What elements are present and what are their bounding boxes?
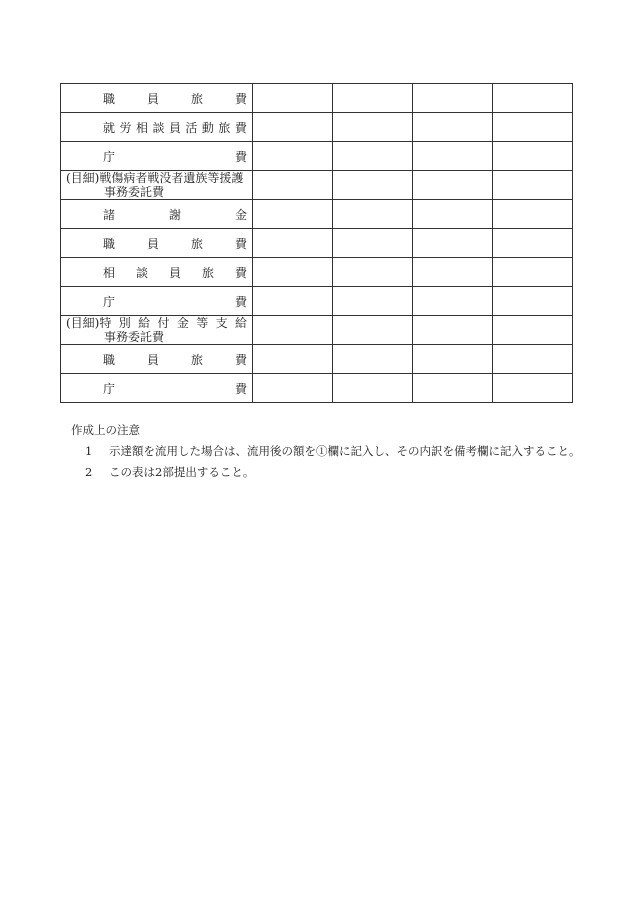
label-char: 等 — [196, 316, 209, 330]
amount-cell — [413, 171, 493, 200]
row-label-cell — [61, 258, 253, 287]
table-row — [61, 374, 573, 403]
amount-cell — [333, 345, 413, 374]
label-char: 旅 — [190, 352, 203, 367]
row-label-line2: 事務委託費 — [104, 330, 165, 344]
table-body — [61, 84, 573, 403]
row-label-cell — [61, 142, 253, 171]
label-char: 員 — [146, 91, 159, 106]
amount-cell — [493, 171, 573, 200]
label-char: 旅 — [218, 120, 231, 135]
label-char: 員 — [168, 265, 181, 280]
amount-cell — [333, 142, 413, 171]
label-char: 職 — [103, 91, 116, 106]
label-char: 費 — [234, 381, 247, 396]
amount-cell — [493, 374, 573, 403]
amount-cell — [253, 113, 333, 142]
amount-cell — [413, 374, 493, 403]
row-label-cell — [61, 200, 253, 229]
table-row — [61, 345, 573, 374]
amount-cell — [413, 258, 493, 287]
label-char: 金 — [176, 316, 189, 330]
amount-cell — [253, 84, 333, 113]
table-row — [61, 142, 573, 171]
amount-cell — [413, 113, 493, 142]
amount-cell — [253, 258, 333, 287]
label-char: 給 — [138, 316, 151, 330]
label-char: 費 — [234, 236, 247, 251]
row-label-cell — [61, 374, 253, 403]
label-char: 旅 — [190, 91, 203, 106]
amount-cell — [493, 113, 573, 142]
label-char: 談 — [135, 265, 148, 280]
amount-cell — [413, 345, 493, 374]
label-char: 職 — [103, 352, 116, 367]
row-label — [61, 374, 252, 402]
amount-cell — [253, 200, 333, 229]
label-char: 付 — [157, 316, 170, 330]
label-char: 庁 — [103, 149, 116, 164]
table-row — [61, 229, 573, 258]
label-char: 費 — [234, 91, 247, 106]
row-label-line1: (目細)戦傷病者戦没者遺族等援護 — [66, 171, 244, 185]
row-label — [61, 287, 252, 315]
note-text: この表は2部提出すること。 — [109, 465, 255, 479]
note-item — [71, 462, 581, 483]
label-char: 費 — [234, 149, 247, 164]
amount-cell — [333, 374, 413, 403]
row-label-cell — [61, 229, 253, 258]
table-row — [61, 171, 573, 200]
label-char: 庁 — [103, 294, 116, 309]
amount-cell — [413, 84, 493, 113]
amount-cell — [253, 229, 333, 258]
row-label — [61, 171, 252, 199]
amount-cell — [333, 258, 413, 287]
amount-cell — [333, 229, 413, 258]
label-char: 員 — [168, 120, 181, 135]
amount-cell — [333, 287, 413, 316]
table-row — [61, 287, 573, 316]
amount-cell — [413, 142, 493, 171]
row-label-cell — [61, 171, 253, 200]
row-label-cell — [61, 287, 253, 316]
note-text: 示達額を流用した場合は、流用後の額を①欄に記入し、その内訳を備考欄に記入すること。 — [109, 444, 581, 458]
label-char: 費 — [234, 294, 247, 309]
amount-cell — [253, 287, 333, 316]
table-row — [61, 200, 573, 229]
label-char: 費 — [234, 265, 247, 280]
label-char: 員 — [146, 352, 159, 367]
label-char: 給 — [234, 316, 247, 330]
table-row — [61, 113, 573, 142]
label-char: 就 — [103, 120, 116, 135]
table-row — [61, 84, 573, 113]
amount-cell — [253, 142, 333, 171]
label-char: 相 — [135, 120, 148, 135]
amount-cell — [253, 171, 333, 200]
label-char: 活 — [185, 120, 198, 135]
row-label — [61, 316, 252, 344]
row-label-cell — [61, 345, 253, 374]
amount-cell — [253, 374, 333, 403]
row-label — [61, 113, 252, 141]
table-row — [61, 258, 573, 287]
row-label-cell — [61, 113, 253, 142]
amount-cell — [333, 84, 413, 113]
label-char: (目細)特 — [66, 316, 112, 330]
label-char: 金 — [234, 207, 247, 222]
label-char: 談 — [152, 120, 165, 135]
row-label-cell — [61, 316, 253, 345]
amount-cell — [413, 200, 493, 229]
amount-cell — [253, 316, 333, 345]
label-char: 労 — [119, 120, 132, 135]
notes-section — [71, 420, 581, 483]
amount-cell — [333, 113, 413, 142]
row-label-line1 — [66, 316, 247, 330]
notes-heading: 作成上の注意 — [71, 423, 140, 437]
amount-cell — [493, 287, 573, 316]
label-char: 支 — [215, 316, 228, 330]
row-label-line2: 事務委託費 — [104, 185, 165, 199]
amount-cell — [333, 316, 413, 345]
amount-cell — [333, 200, 413, 229]
row-label-cell — [61, 84, 253, 113]
label-char: 旅 — [201, 265, 214, 280]
amount-cell — [413, 316, 493, 345]
row-label — [61, 200, 252, 228]
row-label — [61, 229, 252, 257]
amount-cell — [493, 345, 573, 374]
row-label — [61, 142, 252, 170]
amount-cell — [413, 229, 493, 258]
label-char: 相 — [103, 265, 116, 280]
label-char: 動 — [201, 120, 214, 135]
label-char: 費 — [234, 120, 247, 135]
amount-cell — [413, 287, 493, 316]
label-char: 諸 — [103, 207, 116, 222]
note-number: 1 — [85, 444, 93, 458]
label-char: 職 — [103, 236, 116, 251]
label-char: 謝 — [168, 207, 181, 222]
table-row — [61, 316, 573, 345]
label-char: 別 — [118, 316, 131, 330]
row-label — [61, 345, 252, 373]
label-char: 旅 — [190, 236, 203, 251]
amount-cell — [493, 229, 573, 258]
amount-cell — [493, 316, 573, 345]
label-char: 費 — [234, 352, 247, 367]
budget-table — [60, 83, 573, 403]
amount-cell — [493, 200, 573, 229]
row-label — [61, 258, 252, 286]
note-item — [71, 441, 581, 462]
amount-cell — [493, 142, 573, 171]
amount-cell — [333, 171, 413, 200]
label-char: 庁 — [103, 381, 116, 396]
amount-cell — [493, 84, 573, 113]
label-char: 員 — [146, 236, 159, 251]
note-number: 2 — [85, 465, 93, 479]
amount-cell — [493, 258, 573, 287]
amount-cell — [253, 345, 333, 374]
row-label — [61, 84, 252, 112]
